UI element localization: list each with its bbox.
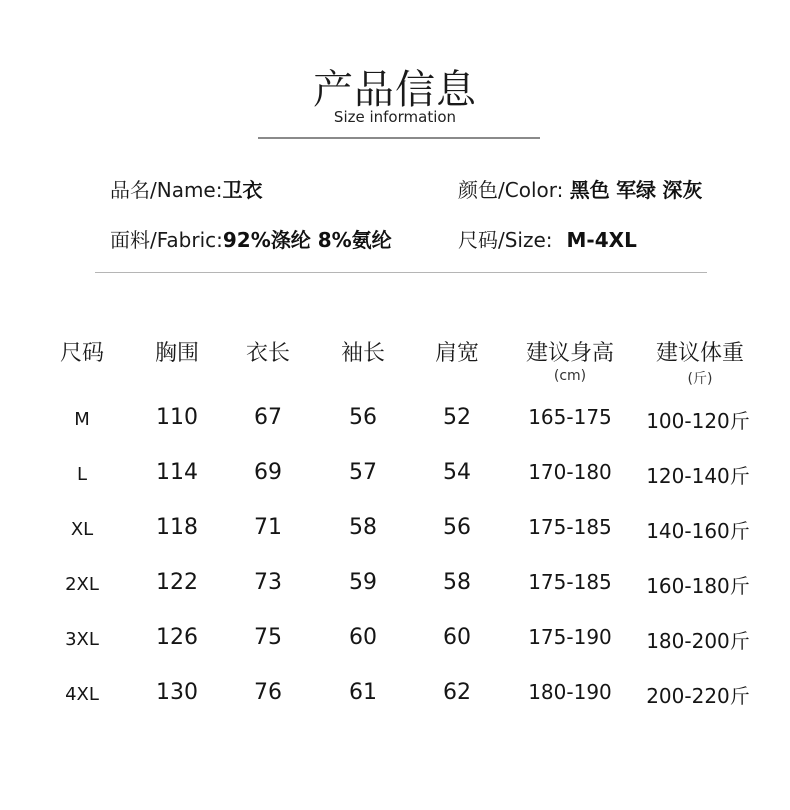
cell-height: 165-175 [528, 405, 612, 429]
cell-shoulder: 62 [443, 680, 471, 705]
fabric-label: 面料/Fabric: [110, 228, 223, 252]
cell-height: 175-190 [528, 625, 612, 649]
cell-length: 75 [254, 625, 282, 650]
col-header-shoulder: 肩宽 [434, 341, 479, 366]
col-header-height: 建议身高 [525, 341, 614, 366]
col-header-sleeve: 袖长 [340, 341, 385, 366]
page-title: 产品信息 [313, 67, 477, 113]
name-label: 品名/Name: [110, 178, 223, 202]
cell-sleeve: 56 [349, 405, 377, 430]
color-label: 颜色/Color: [458, 178, 564, 202]
cell-weight: 200-220斤 [646, 684, 750, 708]
cell-chest: 114 [156, 460, 198, 485]
unit-weight: (斤) [687, 371, 713, 387]
cell-sleeve: 61 [349, 680, 377, 705]
cell-length: 71 [254, 515, 282, 540]
cell-chest: 110 [156, 405, 198, 430]
cell-chest: 130 [156, 680, 198, 705]
cell-shoulder: 52 [443, 405, 471, 430]
cell-size: XL [70, 519, 94, 540]
cell-size: 4XL [65, 684, 99, 705]
unit-height: (cm) [553, 368, 587, 384]
cell-sleeve: 57 [349, 460, 377, 485]
size-label: 尺码/Size: [458, 228, 553, 252]
cell-size: 3XL [65, 629, 99, 650]
cell-sleeve: 59 [349, 570, 377, 595]
cell-weight: 100-120斤 [646, 409, 750, 433]
cell-weight: 140-160斤 [646, 519, 750, 543]
cell-shoulder: 54 [443, 460, 471, 485]
size-value: M-4XL [566, 228, 637, 252]
cell-height: 180-190 [528, 680, 612, 704]
page-subtitle: Size information [333, 108, 457, 126]
cell-shoulder: 58 [443, 570, 471, 595]
fabric-value: 92%涤纶 8%氨纶 [222, 228, 392, 252]
info-size [458, 224, 637, 253]
info-color [458, 174, 702, 203]
cell-weight: 160-180斤 [646, 574, 750, 598]
section-divider [95, 272, 707, 273]
info-fabric [110, 224, 392, 253]
color-value-1: 黑色 [569, 178, 610, 202]
cell-length: 73 [254, 570, 282, 595]
cell-length: 67 [254, 405, 282, 430]
color-value-3: 深灰 [662, 178, 703, 202]
cell-length: 76 [254, 680, 282, 705]
cell-size: M [74, 409, 90, 430]
cell-height: 170-180 [528, 460, 612, 484]
col-header-length: 衣长 [245, 341, 290, 366]
color-value-2: 军绿 [616, 178, 657, 202]
cell-weight: 180-200斤 [646, 629, 750, 653]
cell-chest: 118 [156, 515, 198, 540]
cell-shoulder: 60 [443, 625, 471, 650]
cell-chest: 126 [156, 625, 198, 650]
cell-size: 2XL [65, 574, 99, 595]
cell-shoulder: 56 [443, 515, 471, 540]
cell-height: 175-185 [528, 515, 612, 539]
cell-length: 69 [254, 460, 282, 485]
info-name [110, 174, 262, 203]
cell-weight: 120-140斤 [646, 464, 750, 488]
cell-height: 175-185 [528, 570, 612, 594]
col-header-chest: 胸围 [154, 341, 199, 366]
name-value: 卫衣 [222, 178, 263, 202]
cell-size: L [76, 464, 88, 485]
cell-chest: 122 [156, 570, 198, 595]
cell-sleeve: 58 [349, 515, 377, 540]
cell-sleeve: 60 [349, 625, 377, 650]
col-header-size: 尺码 [59, 341, 104, 366]
title-divider [258, 137, 540, 139]
col-header-weight: 建议体重 [655, 341, 744, 366]
